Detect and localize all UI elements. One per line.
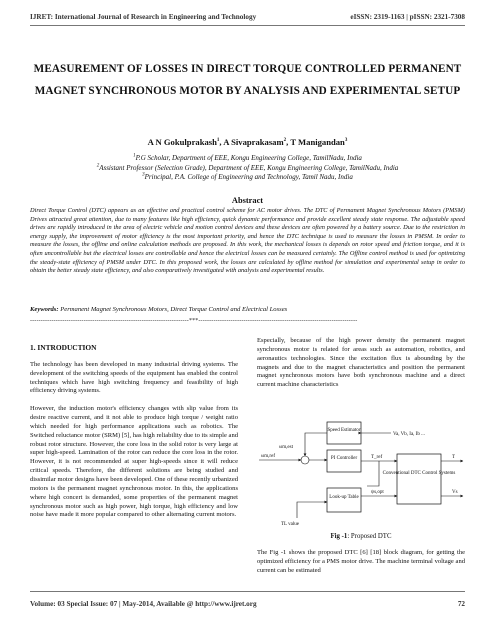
speed-ref-label: ωm,ref (261, 454, 275, 459)
torque-ref-label: T_ref (371, 455, 383, 460)
pi-controller-block (327, 450, 361, 472)
paragraph: Especially, because of the high power density the permanent magnet synchronous motor is related for areas such as automation, robotics, and aeronautics technologies. Since the excitation flux is abounding by the magnets and due to the magnet characteristics and position the permanent magnet synchronous motors have both synchronous machine and a direct current machine characteristics (257, 337, 465, 389)
speed-estimator-block (327, 422, 361, 444)
issn-text: eISSN: 2319-1163 | pISSN: 2321-7308 (350, 13, 465, 21)
paragraph: The technology has been developed in many industrial driving systems. The development of the switching speeds of the equipment has enabled the control techniques which have high switching frequency and feasibility of high efficiency driving systems. (30, 360, 238, 395)
left-column (30, 344, 238, 529)
block-diagram-svg (257, 418, 465, 528)
summing-junction (301, 456, 309, 464)
abstract-heading: Abstract (231, 196, 264, 205)
caption-label: Fig -1 (330, 533, 348, 540)
speed-est-label: ωm,est (279, 445, 293, 450)
paragraph: The Fig -1 shows the proposed DTC [6] [18] block diagram, for getting the optimized efficiency for a PMS motor drive. The machine terminal voltage and current can be estimated (257, 549, 465, 574)
keywords-text: Permanent Magnet Synchronous Motors, Direct Torque Control and Electrical Losses (60, 306, 288, 313)
lookup-table-label: Look-up Table (329, 495, 359, 500)
author-name: T Manigandan (290, 137, 345, 147)
dtc-block-label: Conventional DTC Control Systems (382, 471, 456, 476)
conventional-dtc-block (397, 454, 441, 504)
flux-opt-label: ψs,opt (371, 490, 384, 495)
lookup-table-block (327, 488, 361, 512)
paragraph: However, the induction motor's efficiency changes with slip value from its desire reactive current, and it not able to produce high torque / weight ratio which needed for high performance applications such as robotics. The Switched reluctance motor (SRM) [5], has high reliability due to its simple and robust rotor structure. However, the core loss in the solid rotor is very large at super high-speed. Lamination of the rotor can reduce the core loss in the rotor. However, it is not recommended at super high-speeds since it will reduce critical speeds. Therefore, the different solutions are being studied and dissimilar motor designs have been developed. One of these recently urbanized motors is the permanent magnet synchronous motor. In this, the applications where high concert is demanded, some properties of the permanent magnet synchronous motor such as high power, high torque, high efficiency and low noise have made it more popular compared to other alternating current motors. (30, 405, 238, 519)
paper-title: MEASUREMENT OF LOSSES IN DIRECT TORQUE CONTROLLED PERMANENT MAGNET SYNCHRONOUS MOTOR BY ANALYSIS AND EXPERIMENTAL SETUP (33, 63, 462, 97)
footer-rule (30, 591, 465, 592)
speed-estimator-label: Speed Estimator (327, 428, 361, 433)
header-rule (30, 25, 465, 26)
footer-volume-info: Volume: 03 Special Issue: 07 | May-2014, Available @ http://www.ijret.org (30, 600, 257, 608)
right-column-lower (257, 549, 465, 585)
keywords-label: Keywords: (30, 306, 59, 313)
caption-text: : Proposed DTC (347, 533, 392, 540)
figure-caption (257, 533, 465, 540)
author-name: A Sivaprakasam (223, 137, 284, 147)
voltage-current-label: Va, Vb, Ia, Ib ... (393, 432, 425, 437)
torque-output-label: T (452, 455, 456, 460)
affiliation-line: $^3$Principal, P.A. College of Engineering and Technology, Tamil Nadu, India (142, 172, 353, 182)
page-number: 72 (457, 600, 465, 608)
affiliations (30, 154, 465, 183)
section-heading: 1. INTRODUCTION (30, 343, 97, 352)
author-sup: 1 (216, 138, 220, 144)
dtc-block-diagram (257, 418, 465, 528)
journal-name: IJRET: International Journal of Research in Engineering and Technology (30, 13, 257, 21)
pi-controller-label: PI Controller (330, 456, 358, 461)
author-sup: 3 (344, 138, 348, 144)
running-header (30, 13, 465, 21)
author-sup: 2 (283, 138, 287, 144)
abstract-text: Direct Torque Control (DTC) appears as an effective and practical control scheme for AC motor drives. The DTC of Permanent Magnet Synchronous Motors (PMSM) Drives attracted great attention, due to many features like high efficiency, quick dynamic performance and provide excellent steady state response. The adjustable speed drives are rapidly introduced in the area of electric vehicle and motion control devices and these devices are often powered by a battery source. Due to the restriction in energy supply, the improvement of motor efficiency is the most important priority, and hence the DTC technique is used to measure the losses in PMSM. In order to measure the losses, the offline and online calculation methods are proposed. In this work, the mechanical losses is depends on rotor speed and friction torque, and it is often uncontrollable but the electrical losses are controllable and hence the electrical losses can be measured certainly. The Offline control method is used for optimizing the steady-state efficiency of PMSM under DTC. In this proposed work, the losses are calculated by offline method for simulation and experimental setup in order to obtain the better steady state efficiency, and also comparatively investigated with analysis and experimental results. (30, 207, 465, 275)
signal-line (305, 433, 327, 456)
signal-line (367, 461, 379, 486)
right-column (257, 337, 465, 399)
running-footer (30, 600, 465, 608)
affiliation-line: $^1$P.G Scholar, Department of EEE, Kongu Engineering College, TamilNadu, India (133, 153, 362, 162)
signal-line (297, 502, 327, 518)
keywords (30, 306, 465, 313)
section-divider: --------------------------------------------------------------------------***-------------------------------------------------------------------------- (30, 318, 358, 324)
load-torque-label: TL value (281, 522, 300, 527)
voltage-output-label: Vs (452, 490, 458, 495)
author-name: A N Gokulprakash (147, 137, 217, 147)
author-list: A N Gokulprakash$^1$, A Sivaprakasam$^2$, T Manigandan$^3$ (147, 137, 348, 147)
affiliation-line: $^2$Assistant Professor (Selection Grade), Department of EEE, Kongu Engineering College, TamilNadu, India (96, 163, 399, 172)
